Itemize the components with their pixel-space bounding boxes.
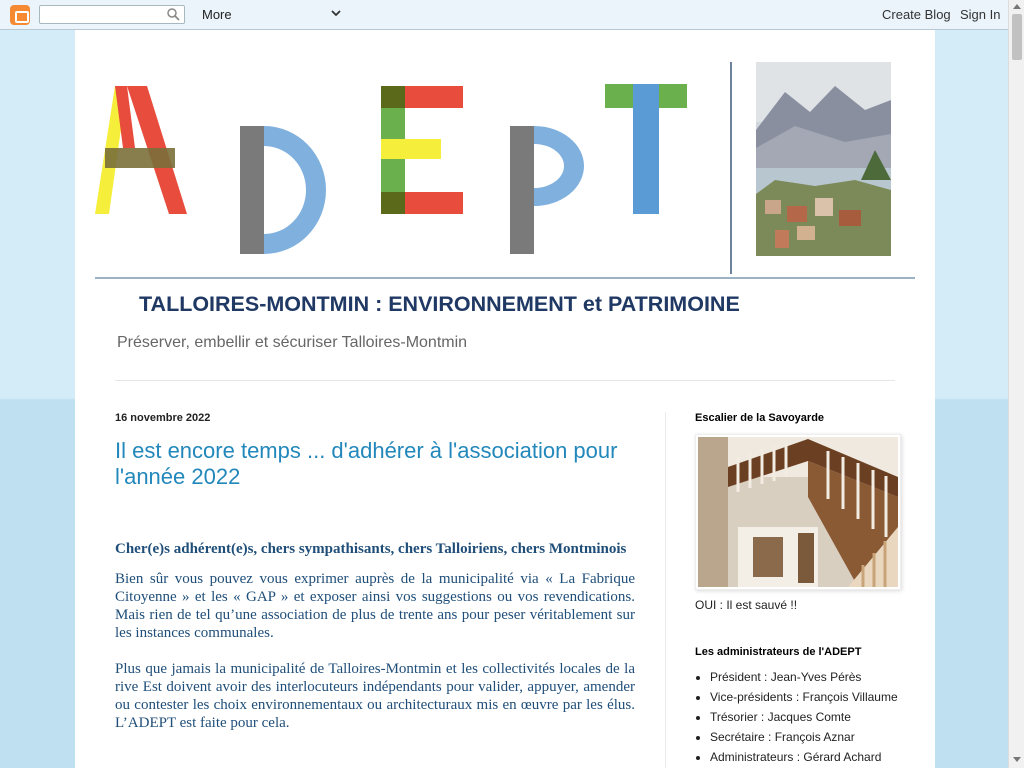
staircase-image	[698, 437, 898, 587]
post-body	[115, 538, 635, 750]
lake-village-painting	[756, 62, 891, 256]
list-item: • Trésorier : Jacques Comte	[710, 710, 905, 724]
stair-widget-title: Escalier de la Savoyarde	[695, 412, 825, 424]
list-item: • Secrétaire : François Aznar	[710, 730, 905, 744]
search-icon[interactable]	[167, 8, 180, 21]
chevron-down-icon[interactable]	[330, 6, 342, 20]
admins-list	[695, 670, 905, 764]
more-menu-label[interactable]: More	[202, 7, 232, 22]
sidebar	[695, 412, 905, 768]
scroll-down-arrow-icon[interactable]	[1013, 757, 1021, 762]
post-title[interactable]: Il est encore temps ... d'adhérer à l'association pour l'année 2022	[115, 438, 618, 489]
blog-tagline: Préserver, embellir et sécuriser Talloires-Montmin	[117, 334, 468, 351]
blogger-navbar	[0, 0, 1008, 30]
header-banner[interactable]	[75, 30, 935, 330]
column-divider	[665, 412, 666, 768]
sign-in-link[interactable]: Sign In	[960, 7, 1001, 22]
post-paragraph: Plus que jamais la municipalité de Talloires-Montmin et les collectivités locales de la rive Est doivent avoir des interlocuteurs indépendants pour valider, appuyer, amender ou contester les choix environnementaux ou architecturaux mis en œuvre par les élus. L’ADEPT est faite pour cela.	[115, 661, 635, 731]
blogger-logo-icon[interactable]	[10, 5, 30, 25]
search-input[interactable]	[39, 5, 185, 24]
page-scrollbar[interactable]	[1008, 0, 1024, 768]
header-subtitle: TALLOIRES-MONTMIN : ENVIRONNEMENT et PATRIMOINE	[139, 292, 740, 316]
logo-letter-d	[240, 126, 326, 254]
scroll-thumb[interactable]	[1012, 14, 1022, 60]
post-greeting: Cher(e)s adhérent(e)s, chers sympathisants, chers Talloiriens, chers Montminois	[115, 541, 627, 557]
header-divider	[115, 380, 895, 381]
scroll-up-arrow-icon[interactable]	[1013, 4, 1021, 9]
post-date: 16 novembre 2022	[115, 412, 211, 424]
list-item: • Président : Jean-Yves Pérès	[710, 670, 905, 684]
create-blog-link[interactable]: Create Blog	[882, 7, 951, 22]
list-item: • Administrateurs : Gérard Achard	[710, 750, 905, 764]
admins-widget-title: Les administrateurs de l'ADEPT	[695, 646, 862, 658]
logo-letter-e	[381, 86, 463, 214]
logo-letter-t	[605, 84, 687, 214]
list-item: • Vice-présidents : François Villaume	[710, 690, 905, 704]
post-paragraph: Bien sûr vous pouvez vous exprimer auprès de la municipalité via « La Fabrique Citoyenne » et les « GAP » et exposer ainsi vos suggestions ou vos revendications. Mais rien de tel qu’une association de plus de trente ans pour peser véritablement sur les instances communales.	[115, 571, 635, 641]
blog-content-card	[75, 30, 935, 768]
logo-letter-a	[95, 86, 187, 214]
stair-photo[interactable]	[695, 434, 901, 590]
stair-caption: OUI : Il est sauvé !!	[695, 598, 798, 612]
logo-letter-p	[510, 126, 584, 254]
